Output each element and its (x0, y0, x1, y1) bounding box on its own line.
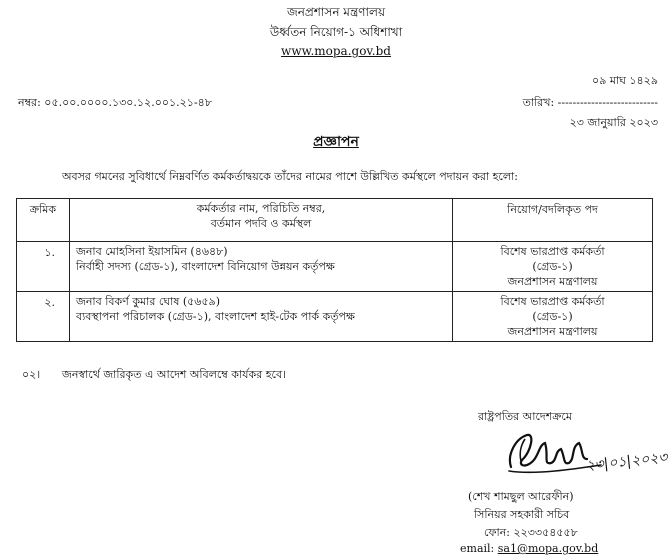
posting-title: বিশেষ ভারপ্রাপ্ত কর্মকর্তা (500, 295, 605, 308)
signatory-designation: সিনিয়র সহকারী সচিব (474, 508, 570, 521)
header-officer-line2: বর্তমান পদবি ও কর্মস্থল (210, 217, 312, 230)
header-officer (70, 199, 453, 242)
table-row (17, 292, 653, 342)
clause-number: ০২। (22, 368, 41, 381)
table-header-row (17, 199, 653, 242)
officer-name: জনাব মোহসিনা ইয়াসমিন (৪৬৪৮) (76, 245, 228, 258)
ministry-name: জনপ্রশাসন মন্ত্রণালয় (286, 5, 386, 19)
email-link[interactable]: sa1@mopa.gov.bd (497, 542, 599, 555)
row-officer (70, 292, 453, 342)
posting-table (16, 198, 653, 342)
header-posting: নিয়োগ/বদলিকৃত পদ (453, 199, 653, 242)
row-serial: ১. (17, 242, 70, 292)
by-order-text: রাষ্ট্রপতির আদেশক্রমে (478, 410, 572, 423)
email-label: email: (460, 542, 495, 555)
row-officer (70, 242, 453, 292)
row-posting (453, 242, 653, 292)
officer-current-post: ব্যবস্থাপনা পরিচালক (গ্রেড-১), বাংলাদেশ হাই-টেক পার্ক কর্তৃপক্ষ (76, 310, 355, 323)
table-row (17, 242, 653, 292)
date-english: ২৩ জানুয়ারি ২০২৩ (569, 116, 658, 129)
signature-image (505, 425, 669, 483)
posting-grade: (গ্রেড-১) (532, 260, 573, 273)
officer-name: জনাব বিকর্ণ কুমার ঘোষ (৫৬৫৯) (76, 295, 221, 308)
clause-text: জনস্বার্থে জারিকৃত এ আদেশ অবিলম্বে কার্যকর হবে। (62, 368, 287, 381)
posting-grade: (গ্রেড-১) (532, 310, 573, 323)
officer-current-post: নির্বাহী সদস্য (গ্রেড-১), বাংলাদেশ বিনিয়োগ উন্নয়ন কর্তৃপক্ষ (76, 260, 335, 273)
signatory-phone: ফোন: ২২৩৩৫৪৫৫৮ (484, 526, 578, 539)
date-bangla: ০৯ মাঘ ১৪২৯ (592, 74, 658, 87)
header-serial: ক্রমিক (17, 199, 70, 242)
posting-office: জনপ্রশাসন মন্ত্রণালয় (507, 325, 598, 338)
website-link[interactable]: www.mopa.gov.bd (281, 44, 391, 58)
posting-title: বিশেষ ভারপ্রাপ্ত কর্মকর্তা (500, 245, 605, 258)
signatory-email (460, 542, 598, 555)
signatory-name: (শেখ শামছুল আরেফীন) (468, 490, 574, 503)
document-title: প্রজ্ঞাপন (313, 134, 359, 150)
row-posting (453, 292, 653, 342)
signature-date: ২৩|০১|২০২৩ (584, 449, 669, 475)
memo-number: নম্বর: ০৫.০০.০০০০.১৩০.১২.০০১.২১-৪৮ (18, 96, 212, 109)
row-serial: ২. (17, 292, 70, 342)
intro-text: অবসর গমনের সুবিধার্থে নিম্নবর্ণিত কর্মকর্তাদ্বয়কে তাঁদের নামের পাশে উল্লিখিত কর্মস্থলে পদায়ন করা হলো: (62, 170, 518, 183)
posting-office: জনপ্রশাসন মন্ত্রণালয় (507, 275, 598, 288)
wing-name: উর্ধ্বতন নিয়োগ-১ অধিশাখা (269, 25, 403, 39)
date-label: তারিখ: --------------------------- (522, 96, 658, 109)
header-officer-line1: কর্মকর্তার নাম, পরিচিতি নম্বর, (196, 202, 326, 215)
